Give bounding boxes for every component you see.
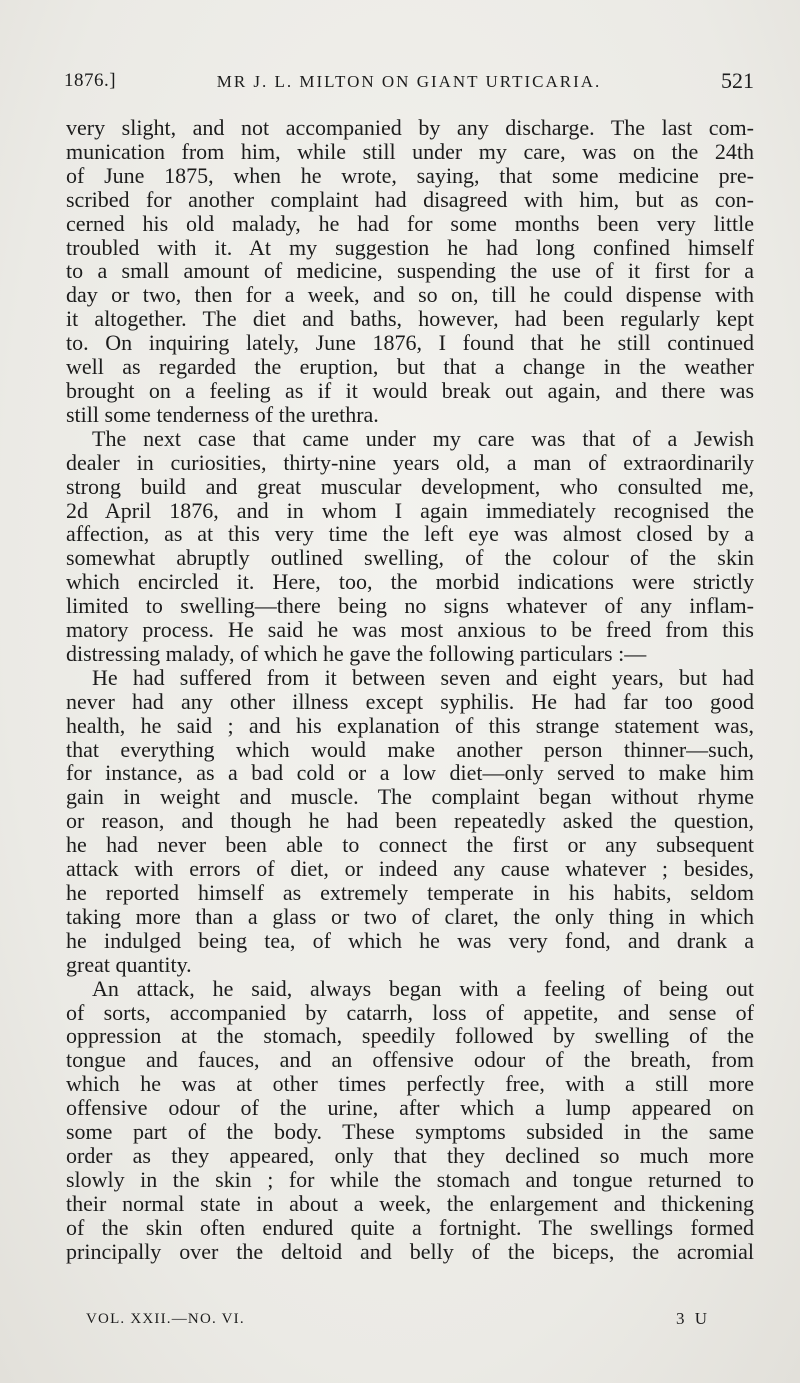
text-line: cerned his old malady, he had for some months been very little — [66, 210, 754, 236]
text-line: limited to swelling—there being no signs whatever of any inflam- — [66, 593, 754, 619]
text-line: of June 1875, when he wrote, saying, that some medicine pre- — [66, 162, 754, 188]
text-line: of the skin often endured quite a fortnight. The swellings formed — [66, 1214, 754, 1240]
running-title: MR J. L. MILTON ON GIANT URTICARIA. — [216, 72, 602, 91]
text-line: brought on a feeling as if it would break out again, and there was — [66, 377, 754, 403]
text-line: 2d April 1876, and in whom I again immediately recognised the — [66, 497, 754, 523]
text-line: scribed for another complaint had disagreed with him, but as con- — [66, 186, 754, 212]
text-line: never had any other illness except syphilis. He had far too good — [66, 688, 754, 714]
text-line: their normal state in about a week, the enlargement and thickening — [66, 1190, 754, 1216]
text-line: attack with errors of diet, or indeed any cause whatever ; besides, — [66, 856, 754, 882]
text-line: strong build and great muscular development, who consulted me, — [66, 473, 754, 499]
text-line: he had never been able to connect the first or any subsequent — [66, 832, 754, 858]
text-line: order as they appeared, only that they declined so much more — [66, 1142, 754, 1168]
text-line: he reported himself as extremely temperate in his habits, seldom — [66, 880, 754, 905]
page-footer — [86, 1311, 710, 1335]
text-line: principally over the deltoid and belly of the biceps, the acromial — [66, 1238, 754, 1264]
text-line: to a small amount of medicine, suspending the use of it first for a — [66, 258, 754, 284]
text-line: distressing malady, of which he gave the following particulars :— — [66, 640, 647, 666]
text-line: An attack, he said, always began with a feeling of being out — [92, 975, 754, 1001]
text-line: dealer in curiosities, thirty-nine years old, a man of extraordinarily — [66, 449, 754, 475]
volume-number: VOL. XXII.—NO. VI. — [86, 1311, 245, 1327]
header-year: 1876.] — [64, 70, 117, 91]
text-line: tongue and fauces, and an offensive odour of the breath, from — [66, 1047, 754, 1073]
text-line: very slight, and not accompanied by any discharge. The last com- — [66, 115, 754, 140]
text-line: great quantity. — [66, 951, 192, 977]
text-line: matory process. He said he was most anxious to be freed from this — [66, 617, 754, 643]
text-line: somewhat abruptly outlined swelling, of the colour of the skin — [66, 545, 754, 571]
text-line: it altogether. The diet and baths, however, had been regularly kept — [66, 306, 754, 332]
text-line: some part of the body. These symptoms subsided in the same — [66, 1119, 754, 1145]
signature-mark: 3 U — [675, 1309, 710, 1328]
running-header — [64, 70, 754, 100]
body-text — [66, 116, 754, 1264]
text-line: gain in weight and muscle. The complaint began without rhyme — [66, 784, 754, 810]
text-line: munication from him, while still under my care, was on the 24th — [66, 138, 754, 164]
text-line: he indulged being tea, of which he was very fond, and drank a — [66, 927, 754, 953]
page-number: 521 — [721, 68, 754, 93]
text-line: taking more than a glass or two of claret, the only thing in which — [66, 903, 754, 929]
text-line: health, he said ; and his explanation of this strange statement was, — [66, 712, 754, 738]
text-line: offensive odour of the urine, after which a lump appeared on — [66, 1095, 754, 1121]
text-line: still some tenderness of the urethra. — [66, 401, 379, 427]
text-line: for instance, as a bad cold or a low diet—only served to make him — [66, 760, 754, 786]
text-line: troubled with it. At my suggestion he had long confined himself — [66, 234, 754, 260]
text-line: which encircled it. Here, too, the morbid indications were strictly — [66, 569, 754, 595]
text-line: of sorts, accompanied by catarrh, loss of appetite, and sense of — [66, 999, 754, 1025]
text-line: He had suffered from it between seven and eight years, but had — [92, 664, 754, 690]
text-line: oppression at the stomach, speedily followed by swelling of the — [66, 1023, 754, 1049]
text-line: or reason, and though he had been repeatedly asked the question, — [66, 808, 754, 834]
text-line: day or two, then for a week, and so on, till he could dispense with — [66, 282, 754, 308]
text-line: which he was at other times perfectly free, with a still more — [66, 1071, 754, 1097]
text-line: well as regarded the eruption, but that a change in the weather — [66, 354, 754, 380]
text-line: slowly in the skin ; for while the stomach and tongue returned to — [66, 1166, 754, 1192]
text-line: that everything which would make another person thinner—such, — [66, 736, 754, 762]
text-line: The next case that came under my care was that of a Jewish — [92, 425, 754, 451]
text-line: to. On inquiring lately, June 1876, I found that he still continued — [66, 330, 754, 356]
text-line: affection, as at this very time the left eye was almost closed by a — [66, 521, 754, 547]
